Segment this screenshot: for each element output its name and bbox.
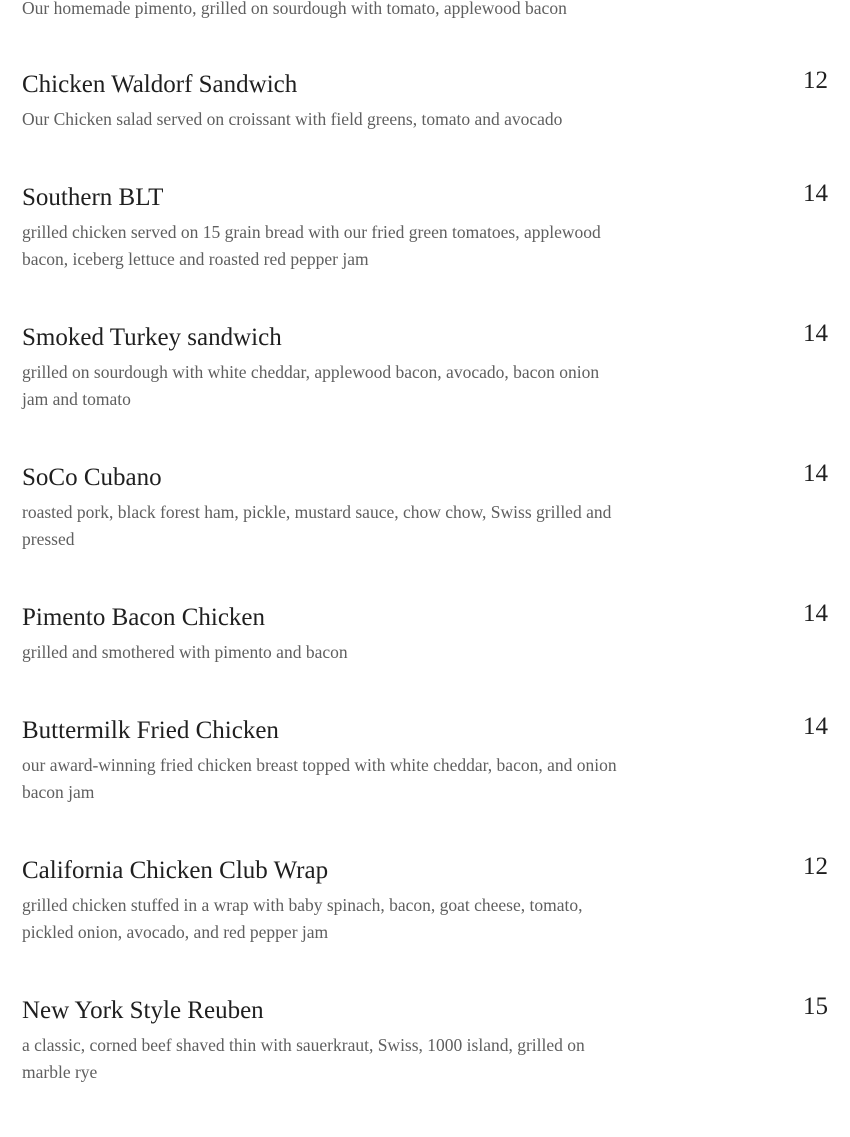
menu-item-description: grilled and smothered with pimento and bacon: [22, 642, 348, 662]
menu-item-name: Smoked Turkey sandwich: [22, 324, 282, 351]
menu-item-name: New York Style Reuben: [22, 997, 264, 1024]
menu-item-price: 14: [803, 180, 828, 207]
menu-item-name: SoCo Cubano: [22, 464, 162, 491]
menu-item-price: 14: [803, 460, 828, 487]
menu-item-description: Our Chicken salad served on croissant with field greens, tomato and avocado: [22, 109, 563, 129]
menu-item-description: roasted pork, black forest ham, pickle, mustard sauce, chow chow, Swiss grilled and pressed: [22, 502, 612, 549]
menu-item-name: Southern BLT: [22, 184, 164, 211]
menu-item-name: Pimento Bacon Chicken: [22, 604, 266, 631]
menu-item-description: grilled chicken stuffed in a wrap with baby spinach, bacon, goat cheese, tomato, pickled onion, avocado, and red pepper jam: [22, 895, 583, 942]
menu-item-name: Buttermilk Fried Chicken: [22, 717, 279, 744]
menu-item-description: grilled on sourdough with white cheddar, applewood bacon, avocado, bacon onion jam and tomato: [22, 362, 600, 409]
menu-item-price: 12: [803, 67, 828, 94]
menu-item-description: grilled chicken served on 15 grain bread with our fried green tomatoes, applewood bacon, iceberg lettuce and roasted red pepper jam: [22, 222, 601, 269]
menu-item-name: California Chicken Club Wrap: [22, 857, 329, 884]
menu-item-description: a classic, corned beef shaved thin with sauerkraut, Swiss, 1000 island, grilled on marble rye: [22, 1035, 585, 1082]
menu-item-price: 14: [803, 320, 828, 347]
menu-item-name: Chicken Waldorf Sandwich: [22, 71, 298, 98]
menu-item-price: 15: [803, 993, 828, 1020]
menu-item-price: 14: [803, 713, 828, 740]
menu-item-price: 14: [803, 600, 828, 627]
partial-item-description: Our homemade pimento, grilled on sourdough with tomato, applewood bacon: [22, 0, 567, 18]
menu-item-price: 12: [803, 853, 828, 880]
menu-item-description: our award-winning fried chicken breast topped with white cheddar, bacon, and onion bacon jam: [22, 755, 617, 802]
